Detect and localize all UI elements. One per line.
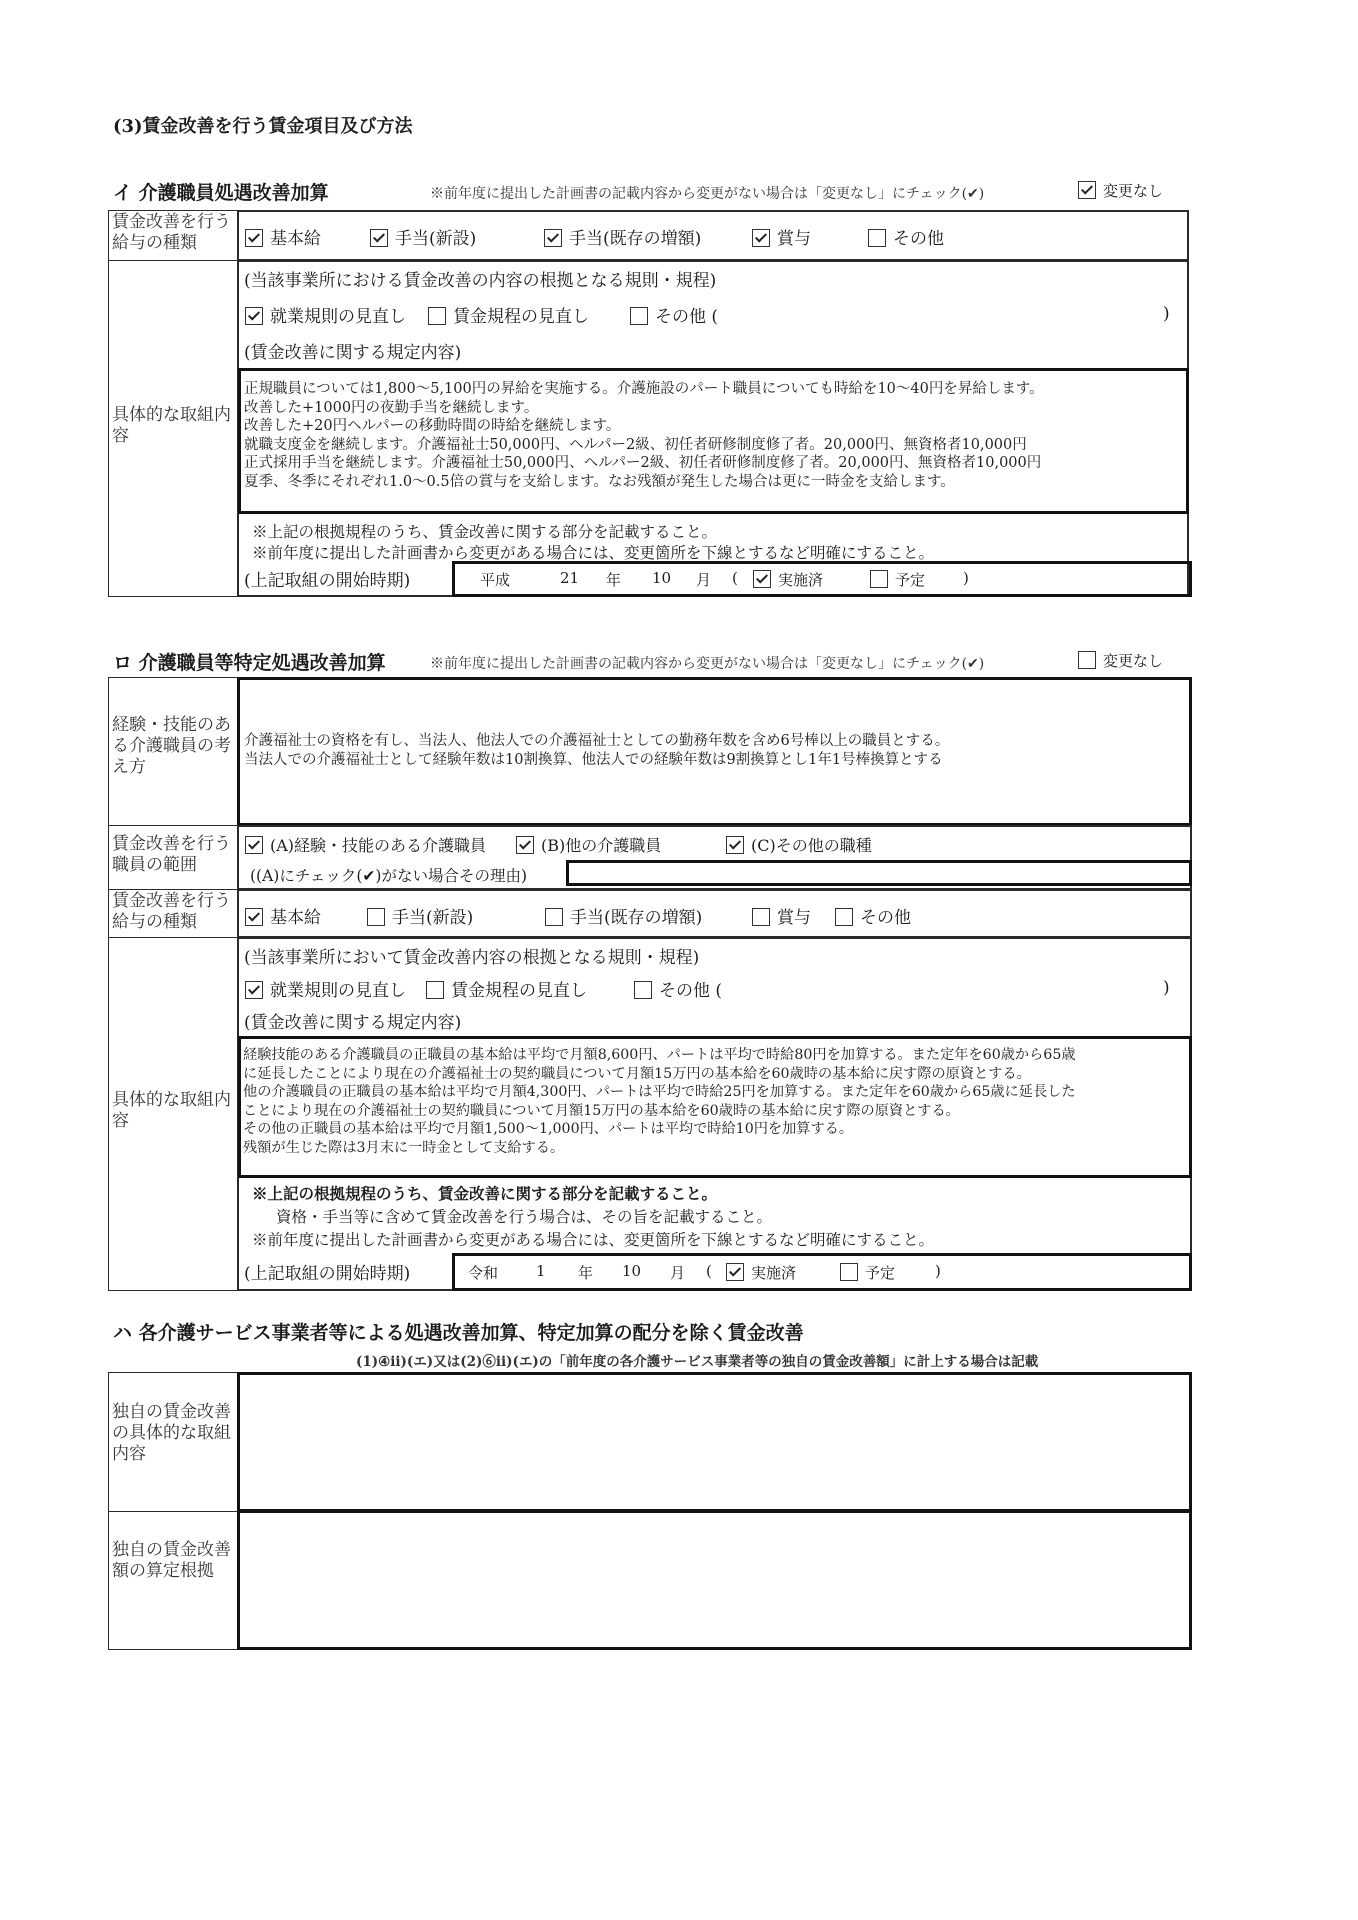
part-i-year-unit: 年 [606, 571, 622, 589]
part-ha-subnote: (1)④ⅱ)(エ)又は(2)⑥ⅱ)(エ)の「前年度の各介護サービス事業者等の独自の賃金改善額」に計上する場合は記載 [356, 1354, 1039, 1370]
no-change-checkbox[interactable] [1078, 181, 1096, 199]
part-ha-own-content-field[interactable] [237, 1372, 1192, 1512]
divider [108, 825, 237, 826]
part-ro-paren-open: ( [706, 1262, 712, 1280]
part-ro-month-unit: 月 [670, 1264, 686, 1282]
part-ro-scope-0[interactable]: (A)経験・技能のある介護職員 [245, 833, 486, 856]
part-i-rule-2[interactable]: その他 ( [630, 302, 718, 327]
part-i-rules-heading: (当該事業所における賃金改善の内容の根拠となる規則・規程) [244, 271, 717, 291]
checkbox-icon[interactable] [544, 229, 562, 247]
text-line: その他の正職員の基本給は平均で月額1,500～1,000円、パートは平均で時給10円を加算する。 [243, 1121, 854, 1138]
checkbox-icon[interactable] [245, 908, 263, 926]
part-ro-scope-label: 賃金改善を行う職員の範囲 [112, 834, 231, 875]
part-ro-rule-0[interactable]: 就業規則の見直し [245, 976, 406, 1001]
text-line: 介護福祉士の資格を有し、当法人、他法人での介護福祉士としての勤務年数を含め6号棒以上の職員とする。 [244, 733, 950, 749]
part-ro-start-label: (上記取組の開始時期) [244, 1264, 411, 1284]
part-ro-no-change[interactable]: 変更なし [1078, 650, 1163, 671]
checkbox-icon[interactable] [752, 908, 770, 926]
part-ro-scope-2[interactable]: (C)その他の職種 [726, 833, 872, 856]
text-line: ことにより現在の介護福祉士の契約職員について月額15万円の基本給を60歳時の基本給に戻す際の原資とする。 [243, 1102, 960, 1119]
part-ro-wage-type-3[interactable]: 賞与 [752, 903, 811, 928]
text-line: 夏季、冬季にそれぞれ1.0～0.5倍の賞与を支給します。なお残額が発生した場合は更に一時金を支給します。 [244, 473, 955, 490]
part-ro-start-year: 1 [536, 1262, 546, 1280]
part-ro-rule-2[interactable]: その他 ( [634, 976, 722, 1001]
part-i-paren-close: ) [963, 569, 969, 587]
part-ro-start-era: 令和 [468, 1264, 499, 1282]
divider [108, 1511, 237, 1512]
part-ro-start-month: 10 [622, 1262, 642, 1280]
checkbox-icon[interactable] [428, 307, 446, 325]
part-i-provisions-heading: (賃金改善に関する規定内容) [244, 343, 462, 363]
part-i-wage-type-4[interactable]: その他 [868, 224, 944, 249]
part-ha-own-basis-label: 独自の賃金改善額の算定根拠 [112, 1540, 231, 1581]
part-i-note-1: ※前年度に提出した計画書から変更がある場合には、変更箇所を下線とするなど明確にすること。 [252, 544, 935, 562]
part-i-wage-type-1[interactable]: 手当(新設) [370, 224, 476, 249]
part-i-month-unit: 月 [696, 571, 712, 589]
checkbox-icon[interactable] [245, 307, 263, 325]
text-line: 経験技能のある介護職員の正職員の基本給は平均で月額8,600円、パートは平均で時給80円を加算する。また定年を60歳から65歳 [243, 1047, 1076, 1063]
checkbox-icon[interactable] [516, 836, 534, 854]
part-i-wage-type-3[interactable]: 賞与 [752, 224, 811, 249]
text-line: に延長したことにより現在の介護福祉士の契約職員について月額15万円の基本給を60歳時の基本給に戻す際の原資とする。 [243, 1065, 1031, 1082]
part-i-implemented[interactable]: 実施済 [753, 569, 823, 590]
divider [108, 260, 237, 261]
part-ha-own-content-label: 独自の賃金改善の具体的な取組内容 [112, 1402, 231, 1464]
part-i-start-era: 平成 [480, 571, 511, 589]
checkbox-icon[interactable] [726, 836, 744, 854]
part-i-rules-close: ) [1163, 304, 1170, 324]
part-i-provisions-text [244, 380, 1044, 492]
part-ro-title: ロ 介護職員等特定処遇改善加算 [113, 652, 386, 674]
checkbox-icon[interactable] [245, 836, 263, 854]
part-i-rule-1[interactable]: 賃金規程の見直し [428, 302, 589, 327]
checkbox-icon[interactable] [753, 570, 771, 588]
part-i-note: ※前年度に提出した計画書の記載内容から変更がない場合は「変更なし」にチェック(✔) [430, 186, 985, 202]
checkbox-icon[interactable] [426, 981, 444, 999]
part-ro-wage-type-1[interactable]: 手当(新設) [367, 903, 473, 928]
part-ro-year-unit: 年 [578, 1264, 594, 1282]
checkbox-icon[interactable] [868, 229, 886, 247]
part-i-start-month: 10 [652, 569, 672, 587]
part-i-wage-type-2[interactable]: 手当(既存の増額) [544, 224, 701, 249]
checkbox-icon[interactable] [752, 229, 770, 247]
part-ro-scope-1[interactable]: (B)他の介護職員 [516, 833, 661, 856]
checkbox-icon[interactable] [545, 908, 563, 926]
part-i-concrete-label: 具体的な取組内容 [112, 405, 231, 446]
part-ro-experience-text [244, 732, 949, 769]
part-ro-scope-reason-label: ((A)にチェック(✔)がない場合その理由) [250, 867, 527, 885]
checkbox-icon[interactable] [726, 1263, 744, 1281]
part-ro-wage-types-label: 賃金改善を行う給与の種類 [112, 891, 231, 932]
part-ro-start-box [452, 1253, 1192, 1291]
part-i-label-column [108, 210, 238, 597]
section-heading: (3)賃金改善を行う賃金項目及び方法 [113, 116, 413, 137]
part-ro-provisions-text [243, 1046, 1076, 1158]
part-i-start-label: (上記取組の開始時期) [244, 571, 411, 591]
part-i-paren-open: ( [732, 569, 738, 587]
part-ro-wage-type-2[interactable]: 手当(既存の増額) [545, 903, 702, 928]
part-ro-implemented[interactable]: 実施済 [726, 1262, 796, 1283]
part-ro-note: ※前年度に提出した計画書の記載内容から変更がない場合は「変更なし」にチェック(✔) [430, 656, 985, 672]
divider [108, 937, 237, 938]
text-line: 改善した+1000円の夜勤手当を継続します。 [244, 399, 539, 416]
part-i-planned[interactable]: 予定 [870, 569, 925, 590]
part-ro-scope-reason-field[interactable] [566, 860, 1192, 886]
text-line: 正式採用手当を継続します。介護福祉士50,000円、ヘルパー2級、初任者研修制度修了者。20,000円、無資格者10,000円 [244, 455, 1042, 472]
text-line: 正規職員については1,800～5,100円の昇給を実施する。介護施設のパート職員についても時給を10～40円を昇給します。 [244, 381, 1044, 397]
checkbox-icon[interactable] [840, 1263, 858, 1281]
part-i-wage-type-0[interactable]: 基本給 [245, 224, 321, 249]
part-i-start-year: 21 [560, 569, 580, 587]
part-ro-rule-1[interactable]: 賃金規程の見直し [426, 976, 587, 1001]
part-ro-rules-close: ) [1163, 978, 1170, 998]
part-ro-planned[interactable]: 予定 [840, 1262, 895, 1283]
part-ro-note-2: ※前年度に提出した計画書から変更がある場合には、変更箇所を下線とするなど明確にすること。 [252, 1231, 935, 1249]
part-i-wage-types-label: 賃金改善を行う給与の種類 [112, 212, 231, 253]
part-i-no-change[interactable]: 変更なし [1078, 180, 1163, 201]
part-i-rule-0[interactable]: 就業規則の見直し [245, 302, 406, 327]
checkbox-icon[interactable] [835, 908, 853, 926]
part-ro-rules-heading: (当該事業所において賃金改善内容の根拠となる規則・規程) [244, 948, 700, 968]
checkbox-icon[interactable] [370, 229, 388, 247]
part-i-title: イ 介護職員処遇改善加算 [113, 182, 329, 204]
part-ro-wage-type-0[interactable]: 基本給 [245, 903, 321, 928]
part-i-note-0: ※上記の根拠規程のうち、賃金改善に関する部分を記載すること。 [252, 523, 718, 541]
text-line: 就職支度金を継続します。介護福祉士50,000円、ヘルパー2級、初任者研修制度修了者。20,000円、無資格者10,000円 [244, 436, 1027, 453]
divider [108, 889, 237, 890]
text-line: 残額が生じた際は3月末に一時金として支給する。 [243, 1139, 565, 1156]
part-ro-paren-close: ) [935, 1262, 941, 1280]
part-ro-wage-type-4[interactable]: その他 [835, 903, 911, 928]
part-ro-experience-label: 経験・技能のある介護職員の考え方 [112, 715, 231, 777]
checkbox-icon[interactable] [245, 229, 263, 247]
part-ro-note-1: 資格・手当等に含めて賃金改善を行う場合は、その旨を記載すること。 [276, 1208, 773, 1226]
text-line: 当法人での介護福祉士として経験年数は10割換算、他法人での経験年数は9割換算とし1年1号棒換算とする [244, 751, 943, 768]
checkbox-icon[interactable] [870, 570, 888, 588]
part-ro-concrete-label: 具体的な取組内容 [112, 1090, 231, 1131]
part-ro-provisions-heading: (賃金改善に関する規定内容) [244, 1013, 462, 1033]
checkbox-icon[interactable] [245, 981, 263, 999]
checkbox-icon[interactable] [367, 908, 385, 926]
checkbox-icon[interactable] [634, 981, 652, 999]
text-line: 改善した+20円ヘルパーの移動時間の時給を継続します。 [244, 418, 621, 435]
part-ha-own-basis-field[interactable] [237, 1510, 1192, 1650]
part-ha-title: ハ 各介護サービス事業者等による処遇改善加算、特定加算の配分を除く賃金改善 [113, 1322, 804, 1344]
text-line: 他の介護職員の正職員の基本給は平均で月額4,300円、パートは平均で時給25円を加算する。また定年を60歳から65歳に延長した [243, 1084, 1076, 1101]
checkbox-icon[interactable] [630, 307, 648, 325]
part-ro-note-0: ※上記の根拠規程のうち、賃金改善に関する部分を記載すること。 [252, 1184, 718, 1203]
no-change-checkbox[interactable] [1078, 651, 1096, 669]
